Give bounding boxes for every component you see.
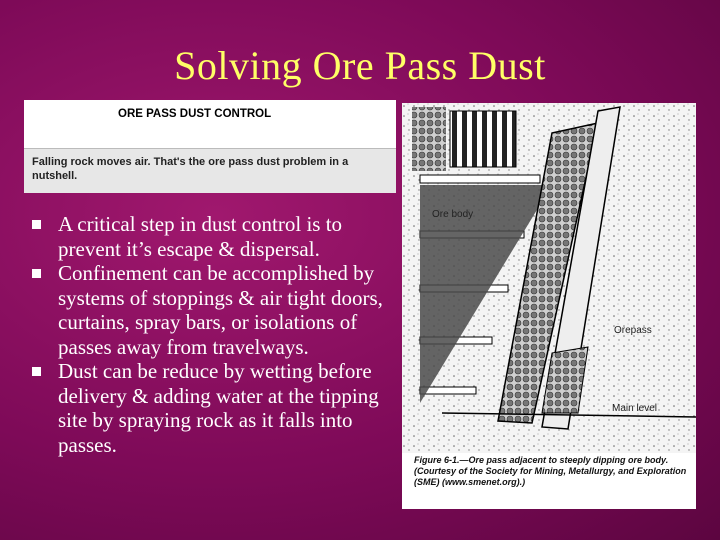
clipping-subtext: Falling rock moves air. That's the ore pass dust problem in a nutshell. — [32, 156, 349, 182]
figure-caption: Figure 6-1.—Ore pass adjacent to steeply dipping ore body. (Courtesy of the Society for Mining, Metallurgy, and Exploration (SME) (www.smenet.org).) — [414, 455, 687, 487]
bullet-list — [32, 212, 394, 457]
square-bullet-icon — [32, 220, 41, 229]
bullet-text: Confinement can be accomplished by systems of stoppings & air tight doors, curtains, spray bars, or isolations of passes away from travelways. — [58, 261, 383, 359]
clipping-bar — [24, 148, 396, 193]
ore-texture — [412, 107, 446, 171]
square-bullet-icon — [32, 367, 41, 376]
bullet-text: Dust can be reduce by wetting before delivery & adding water at the tipping site by spraying rock as it falls into passes. — [58, 359, 379, 457]
level-1 — [420, 175, 540, 183]
bullet-item — [32, 359, 394, 457]
slide-title: Solving Ore Pass Dust — [174, 43, 546, 88]
bullet-item — [32, 212, 394, 261]
bullet-text: A critical step in dust control is to prevent it’s escape & dispersal. — [58, 212, 343, 261]
ore-pass-figure — [402, 103, 696, 509]
clipping-heading: ORE PASS DUST CONTROL — [118, 108, 272, 120]
orepass-label: Orepass — [614, 325, 652, 336]
clipping-panel — [24, 100, 396, 192]
ore-pass-illustration — [402, 103, 696, 453]
orebody-label: Ore body — [432, 209, 474, 220]
bin-grate — [450, 111, 516, 167]
bullet-item — [32, 261, 394, 359]
main-level-label: Main level — [612, 403, 658, 414]
square-bullet-icon — [32, 269, 41, 278]
